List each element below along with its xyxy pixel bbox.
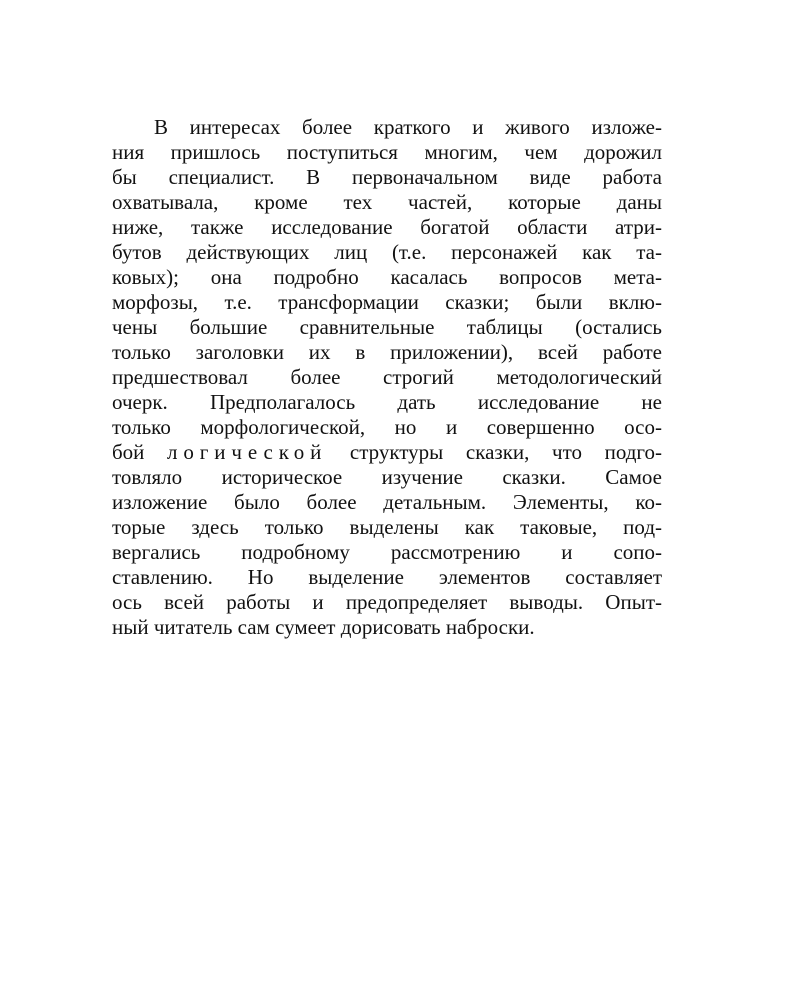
text-line: товляло историческое изучение сказки. Самое bbox=[112, 465, 662, 489]
text-line: В интересах более краткого и живого изложе- bbox=[154, 115, 662, 139]
body-paragraph bbox=[112, 115, 662, 640]
text-line-with-emphasis bbox=[112, 440, 662, 465]
spaced-emphasis-word: логической bbox=[167, 440, 328, 464]
text-line: ось всей работы и предопределяет выводы. Опыт- bbox=[112, 590, 662, 614]
text-line: ный читатель сам сумеет дорисовать наброски. bbox=[112, 615, 535, 639]
text-line: ставлению. Но выделение элементов составляет bbox=[112, 565, 662, 589]
text-line: торые здесь только выделены как таковые, под- bbox=[112, 515, 662, 539]
text-line: чены большие сравнительные таблицы (остались bbox=[112, 315, 662, 339]
text-line: только заголовки их в приложении), всей работе bbox=[112, 340, 662, 364]
text-line: бы специалист. В первоначальном виде работа bbox=[112, 165, 662, 189]
text-line: вергались подробному рассмотрению и сопо- bbox=[112, 540, 662, 564]
text-line: предшествовал более строгий методологический bbox=[112, 365, 662, 389]
text-line: ния пришлось поступиться многим, чем дорожил bbox=[112, 140, 662, 164]
text-line: очерк. Предполагалось дать исследование не bbox=[112, 390, 662, 414]
text-line: охватывала, кроме тех частей, которые даны bbox=[112, 190, 662, 214]
text-line: ниже, также исследование богатой области атри- bbox=[112, 215, 662, 239]
text-line: только морфологической, но и совершенно осо- bbox=[112, 415, 662, 439]
text-segment: структуры сказки, что подго- bbox=[327, 440, 662, 464]
text-line: изложение было более детальным. Элементы, ко- bbox=[112, 490, 662, 514]
text-line: морфозы, т.е. трансформации сказки; были вклю- bbox=[112, 290, 662, 314]
text-line: бутов действующих лиц (т.е. персонажей как та- bbox=[112, 240, 662, 264]
text-segment: бой bbox=[112, 440, 168, 464]
text-line: ковых); она подробно касалась вопросов мета- bbox=[112, 265, 662, 289]
